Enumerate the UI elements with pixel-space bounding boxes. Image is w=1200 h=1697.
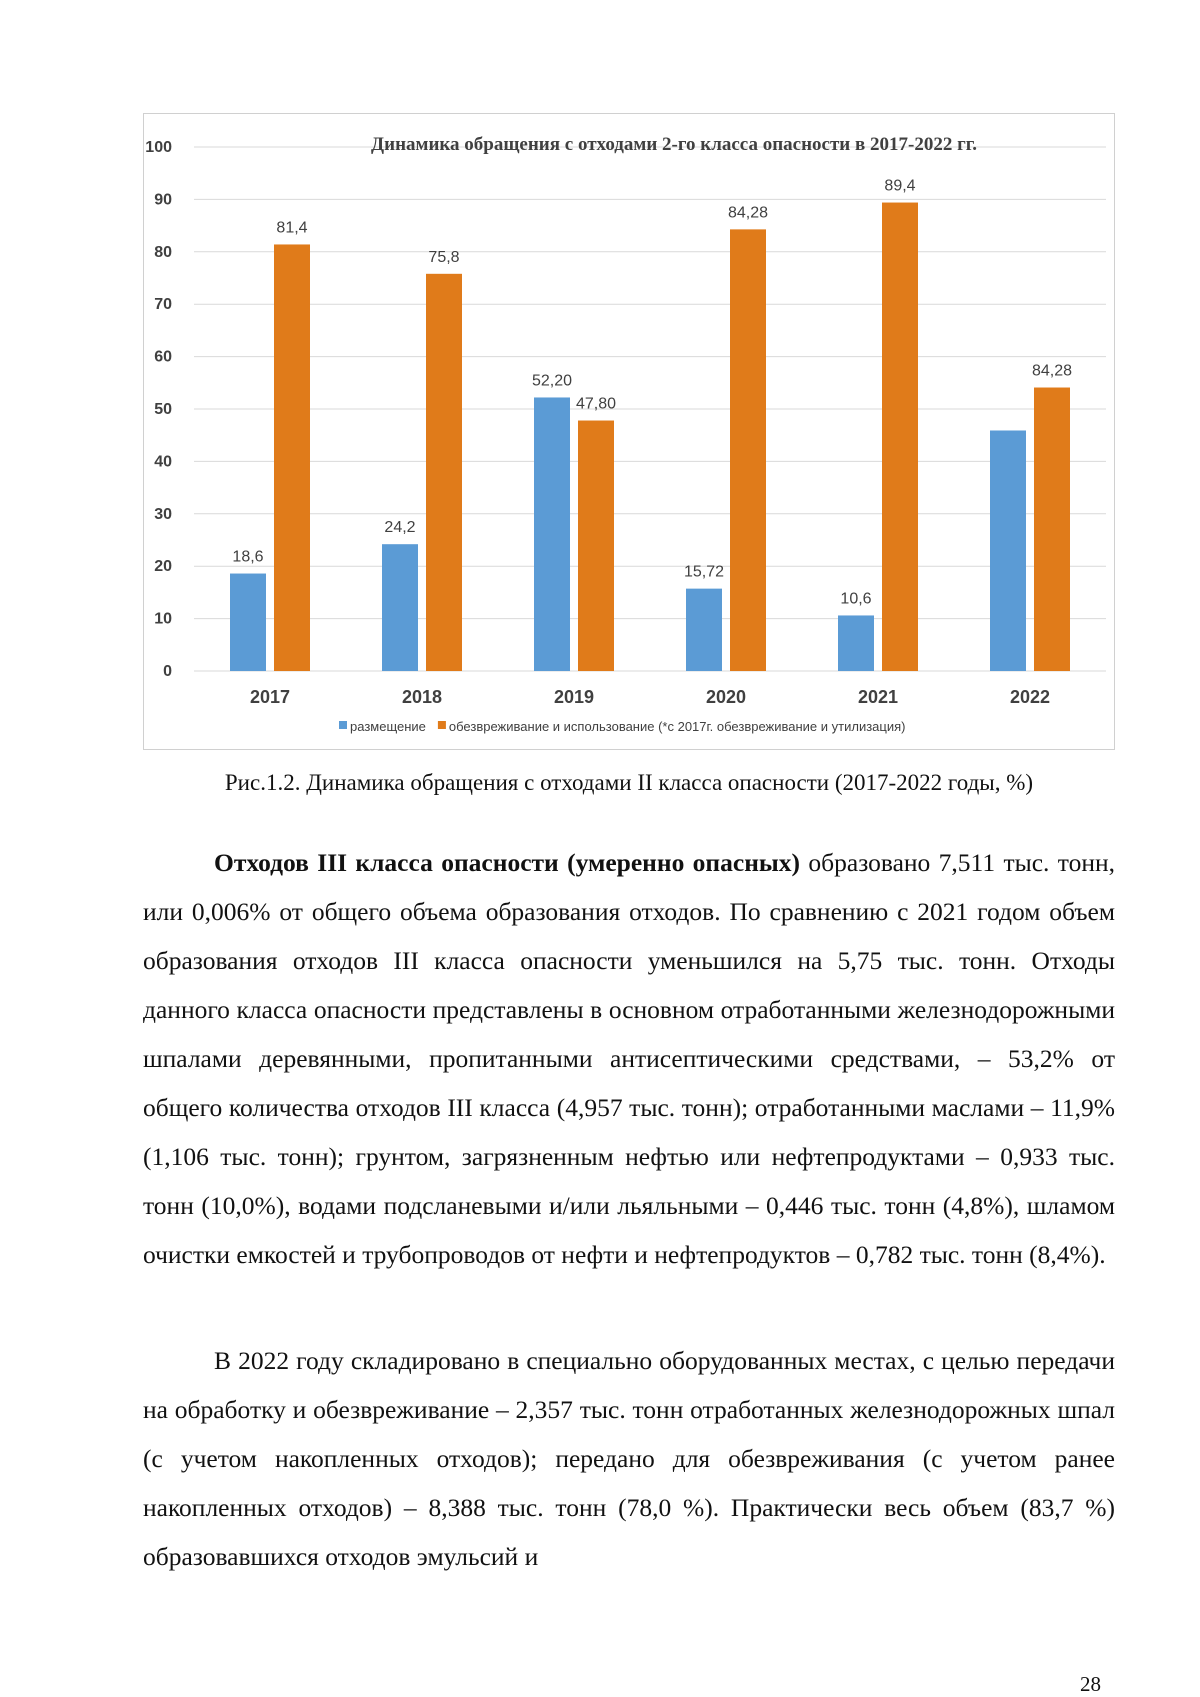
x-tick-label: 2022 — [1009, 687, 1051, 707]
bar-placement-2019 — [534, 397, 570, 671]
legend-label: обезвреживание и использование (*с 2017г. обезвреживание и утилизация) — [448, 719, 906, 734]
chart-container — [143, 113, 1115, 750]
legend-label: размещение — [350, 719, 426, 734]
legend-swatch — [339, 721, 347, 729]
data-label: 10,6 — [840, 590, 872, 608]
data-label: 24,2 — [384, 519, 416, 537]
y-tick-label: 60 — [154, 348, 172, 366]
y-tick-label: 10 — [154, 610, 172, 628]
bar-chart — [144, 114, 1116, 751]
page-number: 28 — [1080, 1672, 1101, 1696]
data-label: 89,4 — [884, 177, 916, 195]
legend-swatch — [438, 721, 446, 729]
y-tick-label: 100 — [145, 139, 172, 156]
paragraph-2-text: В 2022 году складировано в специально оборудованных местах, с целью передачи на обработку и обезвреживание – 2,357 тыс. тонн отработанных железнодорожных шпал (с учетом накопленных отходов); передано для обезвреживания (с учетом ранее накопленных отходов) – 8,388 тыс. тонн (78,0 %). Практически весь объем (83,7 %) образовавшихся отходов эмульсий и — [143, 1346, 1115, 1571]
bar-neutralization-2020 — [730, 229, 766, 671]
bar-neutralization-2017 — [274, 244, 310, 671]
bar-placement-2020 — [686, 589, 722, 671]
paragraph-2 — [143, 1336, 1115, 1581]
y-tick-label: 30 — [154, 505, 172, 523]
y-tick-label: 40 — [154, 453, 172, 471]
x-tick-label: 2019 — [553, 687, 595, 707]
chart-title: Динамика обращения с отходами 2-го класса опасности в 2017-2022 гг. — [371, 134, 977, 155]
paragraph-1-text: образовано 7,511 тыс. тонн, или 0,006% от общего объема образования отходов. По сравнению с 2021 годом объем образования отходов III класса опасности уменьшился на 5,75 тыс. тонн. Отходы данного класса опасности представлены в основном отработанными железнодорожными шпалами деревянными, пропитанными антисептическими средствами, – 53,2% от общего количества отходов III класса (4,957 тыс. тонн); отработанными маслами – 11,9% (1,106 тыс. тонн); грунтом, загрязненным нефтью или нефтепродуктами – 0,933 тыс. тонн (10,0%), водами подсланевыми и/или льяльными – 0,446 тыс. тонн (4,8%), шламом очистки емкостей и трубопроводов от нефти и нефтепродуктов – 0,782 тыс. тонн (8,4%). — [143, 848, 1115, 1269]
x-tick-label: 2018 — [401, 687, 443, 707]
x-tick-label: 2017 — [249, 687, 291, 707]
data-label: 18,6 — [232, 548, 264, 566]
bar-neutralization-2018 — [426, 274, 462, 671]
y-tick-label: 50 — [154, 401, 172, 418]
x-tick-label: 2021 — [857, 687, 899, 707]
y-tick-label: 0 — [163, 663, 172, 680]
bar-placement-2018 — [382, 544, 418, 671]
data-label: 81,4 — [276, 219, 308, 237]
data-label: 84,28 — [727, 204, 769, 222]
data-label: 84,28 — [1031, 362, 1073, 380]
paragraph-1 — [143, 838, 1115, 1279]
paragraph-1-bold: Отходов III класса опасности (умеренно опасных) — [214, 848, 801, 877]
y-tick-label: 70 — [154, 296, 172, 314]
bar-neutralization-2022 — [1034, 388, 1070, 671]
figure-caption: Рис.1.2. Динамика обращения с отходами II класса опасности (2017-2022 годы, %) — [224, 770, 1034, 795]
y-tick-label: 20 — [154, 558, 172, 576]
data-label: 52,20 — [531, 372, 573, 390]
y-tick-label: 80 — [154, 243, 172, 261]
data-label: 15,72 — [683, 563, 725, 581]
bar-neutralization-2021 — [882, 203, 918, 671]
bar-placement-2017 — [230, 574, 266, 671]
data-label: 75,8 — [428, 248, 460, 266]
y-tick-label: 90 — [154, 191, 172, 209]
bar-placement-2022 — [990, 430, 1026, 671]
x-tick-label: 2020 — [705, 687, 747, 707]
data-label: 47,80 — [575, 395, 617, 413]
bar-neutralization-2019 — [578, 421, 614, 671]
bar-placement-2021 — [838, 615, 874, 671]
